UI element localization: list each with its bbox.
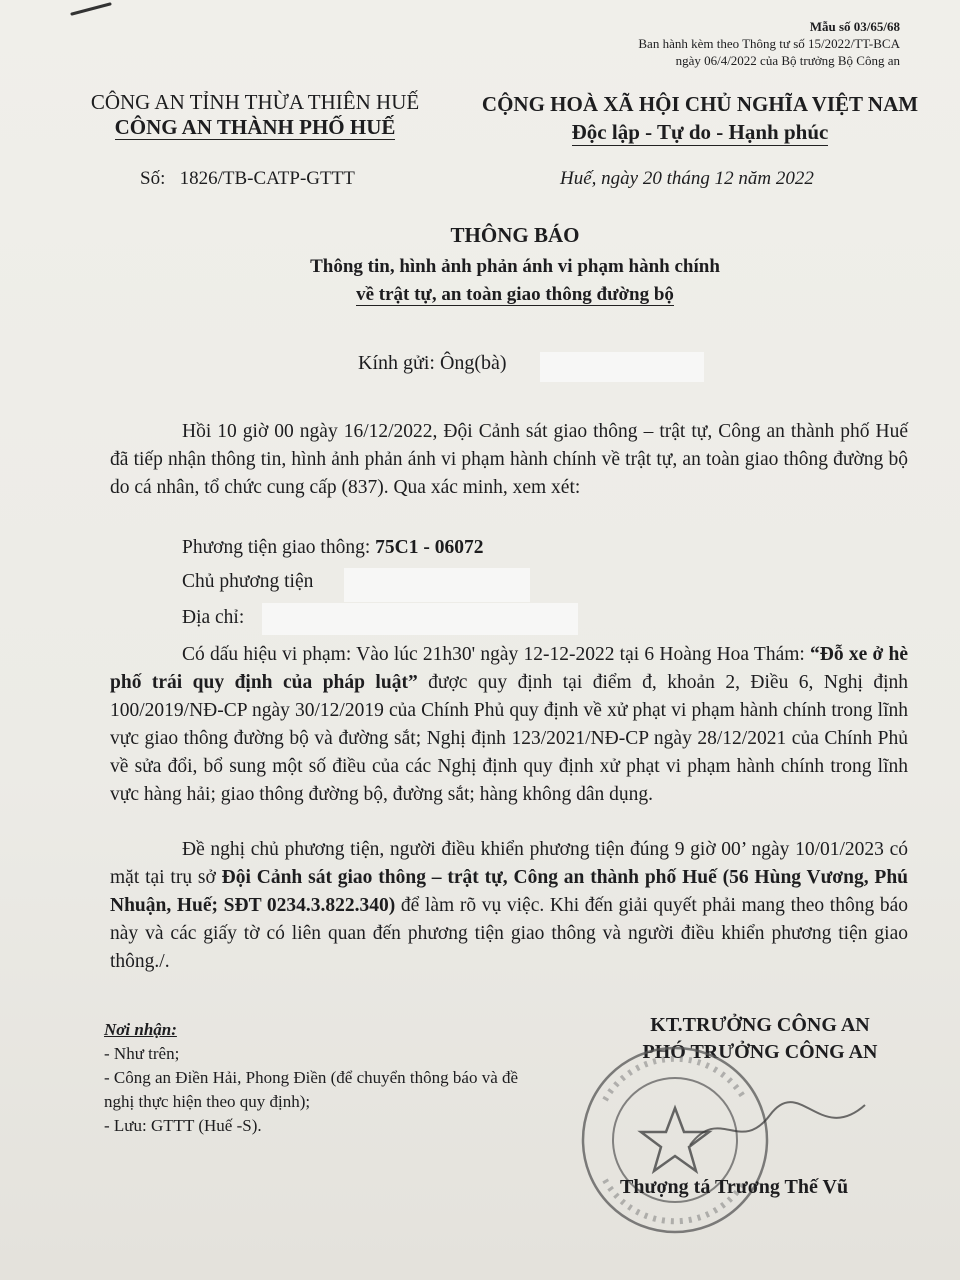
vehicle-plate: 75C1 - 06072 bbox=[375, 537, 484, 558]
recipients-heading: Nơi nhận: bbox=[104, 1020, 177, 1039]
national-motto-text: Độc lập - Tự do - Hạnh phúc bbox=[571, 120, 829, 144]
vehicle-line bbox=[182, 537, 483, 559]
reference-label: Số: bbox=[140, 168, 166, 189]
request-paragraph bbox=[110, 836, 908, 976]
document-subtitle-line1: Thông tin, hình ảnh phản ánh vi phạm hành chính bbox=[310, 256, 720, 277]
violation-legal-basis: được quy định tại điểm đ, khoản 2, Điều 6, Nghị định 100/2019/NĐ-CP ngày 30/12/2019 của Chính Phủ quy định về xử phạt vi phạm hành chính trong lĩnh vực giao thông đường bộ và đường sắt; Nghị định 123/2021/NĐ-CP ngày 28/12/2021 của Chính Phủ về sửa đổi, bổ sung một số điều của các Nghị định quy định xử phạt vi phạm hành chính trong lĩnh vực hàng hải; giao thông đường bộ, đường sắt; hàng không dân dụng. bbox=[110, 672, 909, 805]
pen-mark bbox=[70, 0, 130, 18]
violation-paragraph bbox=[110, 641, 908, 809]
parent-agency: CÔNG AN TỈNH THỪA THIÊN HUẾ bbox=[90, 90, 420, 114]
request-text-2: để làm rõ vụ việc. Khi đến giải quyết phải mang theo thông báo này và các giấy tờ có liên quan đến phương tiện giao thông và người điều khiển phương tiện giao thông./. bbox=[110, 895, 908, 972]
recipients-block bbox=[104, 1018, 544, 1138]
recipient-item: - Lưu: GTTT (Huế -S). bbox=[104, 1116, 262, 1135]
issuing-agency bbox=[60, 115, 450, 140]
recipient-item: - Công an Điền Hải, Phong Điền (để chuyển thông báo và đề nghị thực hiện theo quy định); bbox=[104, 1068, 519, 1111]
national-motto bbox=[460, 120, 940, 145]
violation-intro: Có dấu hiệu vi phạm: Vào lúc 21h30' ngày 12-12-2022 tại 6 Hoàng Hoa Thám: bbox=[182, 644, 805, 665]
recipient-item: - Như trên; bbox=[104, 1044, 180, 1063]
address-line: Địa chỉ: bbox=[182, 607, 245, 628]
handwritten-signature bbox=[680, 1085, 880, 1165]
violation-description: “Đỗ xe ở hè phố trái quy định của pháp luật” bbox=[110, 644, 908, 693]
vehicle-label: Phương tiện giao thông: bbox=[182, 537, 371, 558]
salutation: Kính gửi: Ông(bà) bbox=[358, 352, 507, 374]
request-text-1: Đề nghị chủ phương tiện, người điều khiển phương tiện đúng 9 giờ 00’ ngày 10/01/2023 có mặt tại trụ sở bbox=[110, 839, 908, 888]
redacted-address bbox=[262, 603, 578, 635]
issuing-agency-text: CÔNG AN THÀNH PHỐ HUẾ bbox=[114, 115, 396, 139]
form-code-number: Mẫu số 03/65/68 bbox=[809, 19, 900, 34]
document-title: THÔNG BÁO bbox=[450, 223, 580, 247]
form-code bbox=[600, 18, 900, 69]
signature-authority: KT.TRƯỞNG CÔNG AN bbox=[650, 1014, 870, 1036]
form-code-issued: Ban hành kèm theo Thông tư số 15/2022/TT-BCA bbox=[638, 36, 900, 51]
document-subtitle-line2-text: về trật tự, an toàn giao thông đường bộ bbox=[356, 284, 674, 305]
signature-title: PHÓ TRƯỞNG CÔNG AN bbox=[642, 1041, 878, 1063]
redacted-recipient-name bbox=[540, 352, 704, 382]
reference-number bbox=[140, 168, 355, 190]
reference-value: 1826/TB-CATP-GTTT bbox=[179, 168, 355, 189]
redacted-owner-name bbox=[344, 568, 530, 602]
intro-paragraph: Hồi 10 giờ 00 ngày 16/12/2022, Đội Cảnh sát giao thông – trật tự, Công an thành phố Huế đã tiếp nhận thông tin, hình ảnh phản ánh vi phạm hành chính về trật tự, an toàn giao thông đường bộ do cá nhân, tổ chức cung cấp (837). Qua xác minh, xem xét: bbox=[110, 421, 908, 498]
form-code-date: ngày 06/4/2022 của Bộ trưởng Bộ Công an bbox=[675, 53, 900, 68]
document-subtitle-line2 bbox=[0, 284, 960, 306]
national-title: CỘNG HOÀ XÃ HỘI CHỦ NGHĨA VIỆT NAM bbox=[481, 92, 919, 116]
issue-date: Huế, ngày 20 tháng 12 năm 2022 bbox=[560, 168, 814, 189]
signer-name: Thượng tá Trương Thế Vũ bbox=[620, 1176, 849, 1198]
request-office-address: Đội Cảnh sát giao thông – trật tự, Công an thành phố Huế (56 Hùng Vương, Phú Nhuận, Huế; SĐT 0234.3.822.340) bbox=[110, 867, 909, 916]
owner-line: Chủ phương tiện bbox=[182, 571, 314, 592]
